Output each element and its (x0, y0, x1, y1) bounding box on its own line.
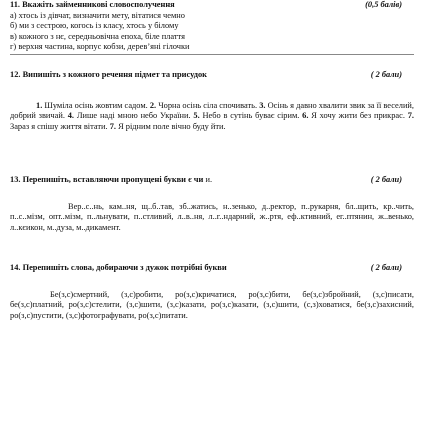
task-12-title: 12. Випишіть з кожного речення підмет та присудок (10, 70, 207, 79)
task-14-header (10, 263, 414, 274)
task-13-header (10, 175, 414, 186)
task-11-option-b: б) ми з сестрою, когось із класу, хтось у білому (10, 21, 179, 30)
task-14-title: 14. Перепишіть слова, добираючи з дужок потрібні букви (10, 263, 227, 272)
task-11-option-d: г) верхня частина, корпус кобзи, дерев’яні гілочки (10, 42, 190, 51)
task-11-header (10, 0, 414, 11)
task-13-title: 13. Перепишіть, вставляючи пропущені букви є чи и. (10, 175, 213, 184)
task-12-points: ( 2 бали) (370, 70, 402, 79)
task-11-option-a: а) хтось із дівчат, визначити мету, вітатися чемно (10, 10, 185, 20)
task-12-header (10, 70, 414, 81)
task-13-points: ( 2 бали) (370, 175, 402, 184)
task-12 (10, 70, 414, 132)
task-11-points: (0,5 балів) (365, 0, 402, 9)
task-11-title: 11. Вкажіть займенникові словосполучення (10, 0, 175, 9)
task-14-text: Бе(з,с)смертний, (з,с)робити, ро(з,с)кричатися, ро(з,с)бити, бе(з,с)збройний, (з,с)писати, бе(з,с)платний, ро(з,с)стелити, (з,с)шити, (з,с)казати, ро(з,с)казати, (з,с)шити, (с,з)ховатися, бе(з,с)захисний, ро(з,с)пустити, (з,с)фотографувати, ро(з,с)питати. (10, 289, 414, 320)
task-11-option-c: в) кожного з нє, середньовічна епоха, біле плаття (10, 31, 185, 41)
task-13 (10, 175, 414, 233)
task-11 (10, 0, 414, 56)
task-14 (10, 263, 414, 321)
divider (10, 54, 414, 55)
task-13-text: Вер..с..нь, кам..ня, щ..б..тав, зб..жатись, н..зенько, д..ректор, п..рукарня, бл..щить, кр..чить, п..с..мізм, опт..мізм, п..льнувати, п..стливий, л..в..ня, л..г..ндарний, ж..ртя, еф..ктивний, ег..птянин, ж..венько, л..кєикон, м..дуза, м..дикамент. (10, 201, 414, 232)
task-12-text: 1. Шуміла осінь жовтим садом. 2. Чорна осінь сіла спочивать. 3. Осінь я давно хвалити звик за її веселий, добрий звичай. 4. Лише наді мною небо України. 5. Небо в сутінь буває сірим. 6. Я хочу жити без прикрас. 7. Зараз я спішу життя вітати. 7. Я рідним поле вічно буду йти. (10, 100, 415, 131)
task-14-points: ( 2 бали) (370, 263, 402, 272)
